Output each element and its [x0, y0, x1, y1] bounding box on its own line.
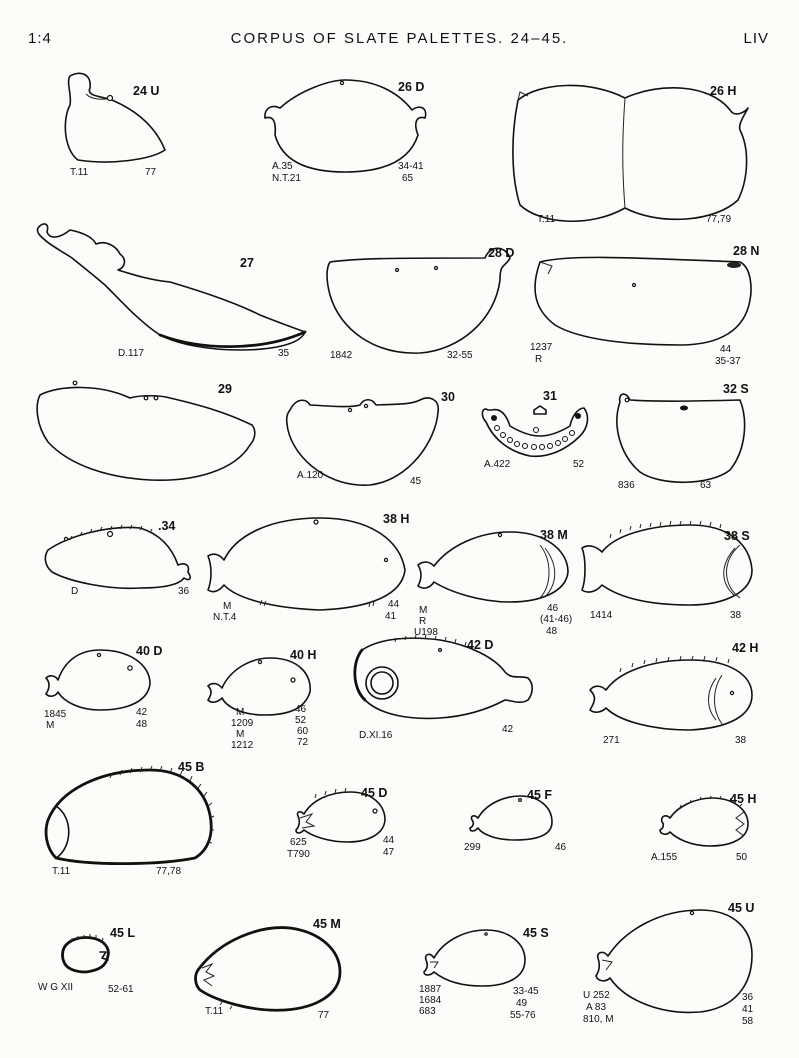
palette-38s	[582, 521, 752, 621]
find-note: 65	[402, 173, 414, 184]
find-note: 34-41	[398, 161, 424, 172]
figure-number: 45 H	[730, 792, 757, 806]
figure-number: 42 H	[732, 641, 759, 655]
find-note: 58	[742, 1016, 754, 1027]
find-note: 1845	[44, 709, 67, 720]
figure-number: 45 L	[110, 926, 136, 940]
find-note: 810, M	[583, 1014, 614, 1025]
find-note: 52	[573, 459, 585, 470]
figure-number: 26 D	[398, 80, 425, 94]
figure-number: 29	[218, 382, 232, 396]
figure-number: 40 D	[136, 644, 163, 658]
find-note: (41-46)	[540, 614, 573, 625]
find-note: 1684	[419, 995, 442, 1006]
palette-45u	[583, 901, 754, 1027]
find-note: 38	[730, 610, 742, 621]
figure-number: .34	[158, 519, 176, 533]
figure-number: 45 F	[527, 788, 553, 802]
find-note: 44	[383, 835, 395, 846]
find-note: 33-45	[513, 986, 539, 997]
find-note: N.T.4	[213, 612, 237, 623]
figure-number: 32 S	[723, 382, 749, 396]
palette-45m	[196, 917, 341, 1021]
find-note: 52	[295, 715, 307, 726]
find-note: 41	[385, 611, 397, 622]
palette-31	[482, 389, 587, 470]
find-note: A.35	[272, 161, 293, 172]
find-note: U 252	[583, 990, 610, 1001]
find-note: 36	[742, 992, 754, 1003]
find-note: 48	[136, 719, 148, 730]
figure-number: 45 B	[178, 760, 205, 774]
find-note: M	[236, 729, 245, 740]
find-note: 50	[736, 852, 748, 863]
find-note: M	[236, 707, 245, 718]
palette-38h	[208, 512, 409, 623]
find-note: T.11	[205, 1006, 224, 1017]
palette-24u	[65, 73, 165, 178]
find-note: 1209	[231, 718, 254, 729]
palette-26h	[513, 84, 748, 225]
find-note: U198	[414, 627, 438, 638]
palette-26d	[265, 80, 426, 184]
find-note: A.422	[484, 459, 511, 470]
figure-number: 42 D	[467, 638, 494, 652]
palette-30	[287, 390, 455, 487]
palette-45l	[38, 926, 135, 995]
figure-number: 45 S	[523, 926, 549, 940]
find-note: 42	[502, 724, 514, 735]
find-note: 77	[145, 167, 157, 178]
find-note: 46	[547, 603, 559, 614]
find-note: 683	[419, 1006, 436, 1017]
find-note: N.T.21	[272, 173, 301, 184]
find-note: 1212	[231, 740, 254, 751]
plate-number: LIV	[743, 30, 769, 47]
figure-number: 38 H	[383, 512, 410, 526]
figure-number: 38 S	[724, 529, 750, 543]
find-note: 46	[295, 704, 307, 715]
find-note: 42	[136, 707, 148, 718]
palette-45d	[287, 786, 395, 860]
find-note: T790	[287, 849, 310, 860]
find-note: 625	[290, 837, 307, 848]
find-note: 1237	[530, 342, 553, 353]
palette-34	[45, 519, 190, 597]
figure-number: 38 M	[540, 528, 568, 542]
find-note: A.120	[297, 470, 324, 481]
find-note: 1414	[590, 610, 613, 621]
find-note: 46	[555, 842, 567, 853]
figure-number: 31	[543, 389, 557, 403]
find-note: 63	[700, 480, 712, 491]
palette-28n	[530, 244, 759, 367]
figure-number: 27	[240, 256, 254, 270]
find-note: 77	[318, 1010, 330, 1021]
figure-number: 28 D	[488, 246, 515, 260]
palette-28d	[327, 246, 514, 361]
find-note: 36	[178, 586, 190, 597]
figure-number: 30	[441, 390, 455, 404]
find-note: T.11	[52, 866, 71, 877]
find-note: 35	[278, 348, 290, 359]
figure-number: 45 M	[313, 917, 341, 931]
find-note: D	[71, 586, 79, 597]
page-title: CORPUS OF SLATE PALETTES. 24–45.	[230, 30, 569, 47]
find-note: D.117	[118, 348, 144, 359]
find-note: T.11	[70, 167, 89, 178]
find-note: 47	[383, 847, 395, 858]
find-note: 836	[618, 480, 635, 491]
find-note: 55-76	[510, 1010, 536, 1021]
find-note: W G XII	[38, 982, 73, 993]
figure-number: 40 H	[290, 648, 317, 662]
palette-45f	[464, 788, 567, 853]
palette-42h	[590, 641, 758, 746]
find-note: T.11	[537, 214, 556, 225]
find-note: M	[46, 720, 55, 731]
find-note: 44	[720, 344, 732, 355]
palette-32s	[617, 382, 749, 491]
palette-38m	[414, 528, 572, 638]
find-note: 41	[742, 1004, 754, 1015]
find-note: 32-55	[447, 350, 473, 361]
palette-45h	[651, 792, 756, 863]
find-note: 45	[410, 476, 422, 487]
find-note: 271	[603, 735, 620, 746]
scale-label: 1:4	[28, 30, 52, 47]
find-note: 1842	[330, 350, 353, 361]
find-note: 44	[388, 599, 400, 610]
find-note: 35-37	[715, 356, 741, 367]
palette-29	[37, 381, 255, 480]
figure-number: 26 H	[710, 84, 737, 98]
palette-40h	[208, 648, 316, 751]
find-note: R	[419, 616, 427, 627]
find-note: 299	[464, 842, 481, 853]
palette-40d	[44, 644, 162, 731]
palette-45b	[46, 760, 214, 877]
figure-number: 45 D	[361, 786, 388, 800]
find-note: 77,79	[706, 214, 732, 225]
find-note: 1887	[419, 984, 442, 995]
find-note: A.155	[651, 852, 678, 863]
find-note: A 83	[586, 1002, 607, 1013]
find-note: 60	[297, 726, 309, 737]
find-note: 72	[297, 737, 309, 748]
find-note: 38	[735, 735, 747, 746]
palette-42d	[355, 635, 532, 741]
find-note: M	[419, 605, 428, 616]
figure-number: 24 U	[133, 84, 160, 98]
find-note: R	[535, 354, 543, 365]
find-note: 52-61	[108, 984, 134, 995]
find-note: 77,78	[156, 866, 182, 877]
palette-27	[37, 224, 305, 359]
figure-number: 45 U	[728, 901, 755, 915]
find-note: 48	[546, 626, 558, 637]
find-note: 49	[516, 998, 528, 1009]
figure-number: 28 N	[733, 244, 760, 258]
find-note: M	[223, 601, 232, 612]
palette-45s	[419, 926, 549, 1021]
find-note: D.XI.16	[359, 730, 393, 741]
